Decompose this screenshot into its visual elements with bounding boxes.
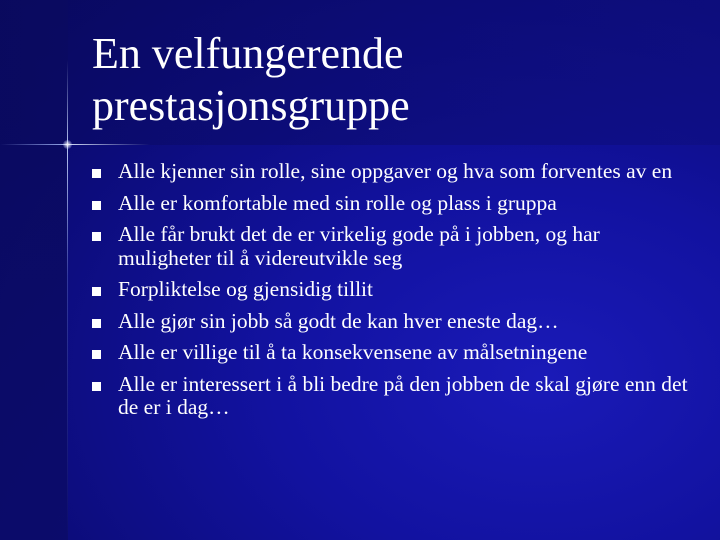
bullet-text: Alle gjør sin jobb så godt de kan hver eneste dag… (118, 308, 559, 333)
bullet-text: Alle får brukt det de er virkelig gode på i jobben, og har muligheter til å videreutvikle seg (118, 222, 600, 270)
square-bullet-icon (92, 382, 101, 391)
bullet-item (92, 192, 692, 216)
square-bullet-icon (92, 201, 101, 210)
bullet-text: Forpliktelse og gjensidig tillit (118, 277, 374, 301)
bullet-item (92, 341, 692, 365)
sparkle-decor (63, 140, 72, 149)
title-line-2: prestasjonsgruppe (92, 81, 410, 130)
bullet-text: Alle er interessert i å bli bedre på den jobben de skal gjøre enn det de er i dag… (118, 371, 688, 419)
title-line-1: En velfungerende (92, 29, 404, 78)
bullet-item (92, 278, 692, 302)
bullet-item (92, 223, 692, 270)
bullet-text: Alle er komfortable med sin rolle og plass i gruppa (118, 190, 557, 215)
bullet-item (92, 373, 692, 420)
bullet-list (92, 160, 692, 428)
bullet-item (92, 310, 692, 334)
bullet-text: Alle er villige til å ta konsekvensene av målsetningene (118, 340, 588, 364)
square-bullet-icon (92, 232, 101, 241)
horizontal-decor-line (0, 144, 150, 145)
bullet-item (92, 160, 692, 184)
slide-title (92, 28, 692, 132)
square-bullet-icon (92, 287, 101, 296)
square-bullet-icon (92, 319, 101, 328)
bullet-text: Alle kjenner sin rolle, sine oppgaver og hva som forventes av en (118, 159, 673, 183)
vertical-decor-line (67, 60, 68, 540)
square-bullet-icon (92, 169, 101, 178)
square-bullet-icon (92, 350, 101, 359)
